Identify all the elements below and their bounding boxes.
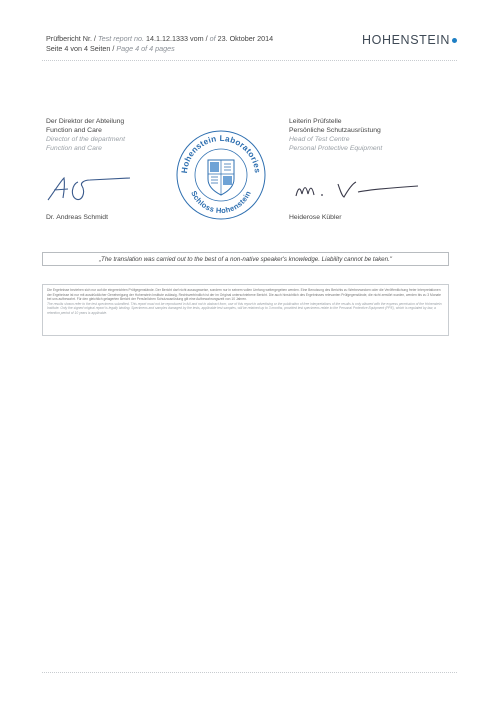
hohenstein-seal xyxy=(175,129,267,221)
report-header xyxy=(46,34,273,53)
left-signature xyxy=(44,172,134,206)
logo-dot-icon xyxy=(452,38,457,43)
page-en: Page 4 of 4 pages xyxy=(116,43,175,53)
date-from-de: vom / xyxy=(190,34,208,43)
right-signature xyxy=(292,176,422,202)
report-label-de: Prüfbericht Nr. / xyxy=(46,34,96,43)
legal-notice-en: The results shown refer to the test specimens submitted. This report must not be reproduced in full and not in abstract form, use of this report in advertising or the publication of free interpretations of the results is only allowed with the express permission of the Hohenstein Institute. Only the signed original report is legally binding. Specimens and samples damaged by the tests, applicable test samples, will be retained up to 3 months, provided test specimens relate to the Personal Protective Equipment (PPE), which is regulated by law, a retention period of 10 years is applicable. xyxy=(47,301,442,315)
svg-text:Schloss Hohenstein: Schloss Hohenstein xyxy=(189,189,253,216)
footer-divider xyxy=(42,672,457,673)
right-signatory-name: Heiderose Kübler xyxy=(289,214,342,221)
translation-disclaimer: „The translation was carried out to the best of a non-native speaker's knowledge. Liability cannot be taken." xyxy=(42,252,449,266)
hohenstein-logo: HOHENSTEIN xyxy=(362,33,457,47)
date-from-en: of xyxy=(209,34,216,43)
page-indicator xyxy=(46,44,273,54)
report-date: 23. Oktober 2014 xyxy=(217,34,274,43)
header-divider xyxy=(42,60,457,61)
report-id-line xyxy=(46,34,273,44)
report-number: 14.1.12.1333 xyxy=(146,34,188,43)
left-signatory-name: Dr. Andreas Schmidt xyxy=(46,214,108,221)
page-de: Seite 4 von 4 Seiten / xyxy=(46,43,115,53)
report-label-en: Test report no. xyxy=(97,34,145,43)
left-signatory-titles: Der Direktor der Abteilung Function and Care Director of the department Function and Care xyxy=(46,118,125,152)
right-signatory-titles: Leiterin Prüfstelle Persönliche Schutzausrüstung Head of Test Centre Personal Protective Equipment xyxy=(289,118,383,152)
svg-text:Hohenstein Laboratories: Hohenstein Laboratories xyxy=(179,133,263,174)
legal-notice-de: Die Ergebnisse beziehen sich nur auf die eingereichten Prüfgegenstände. Der Bericht darf nicht auszugsweise, sondern nur in seinem vollen Umfang weitergegeben werden. Eine Benutzung des Berichts zu Werbezwecken oder die Veröffentlichung freier Interpretationen der Ergebnisse ist nur mit ausdrücklicher Genehmigung der Hohenstein Institute zulässig. Rechtsverbindlich ist der im Original unterschriebene Bericht. Die auch hinsichtlich des Ergebnisses relevanten Prüfgegenstände, die nicht zerstört wurden, werden bis zu 3 Monate bei uns aufbewahrt. Für den gleichlich gelagerten Bericht der Persönlichen Schutzausrüstung gilt eine Aufbewahrungszeit von 10 Jahren. xyxy=(47,288,441,302)
legal-notice xyxy=(42,284,449,336)
